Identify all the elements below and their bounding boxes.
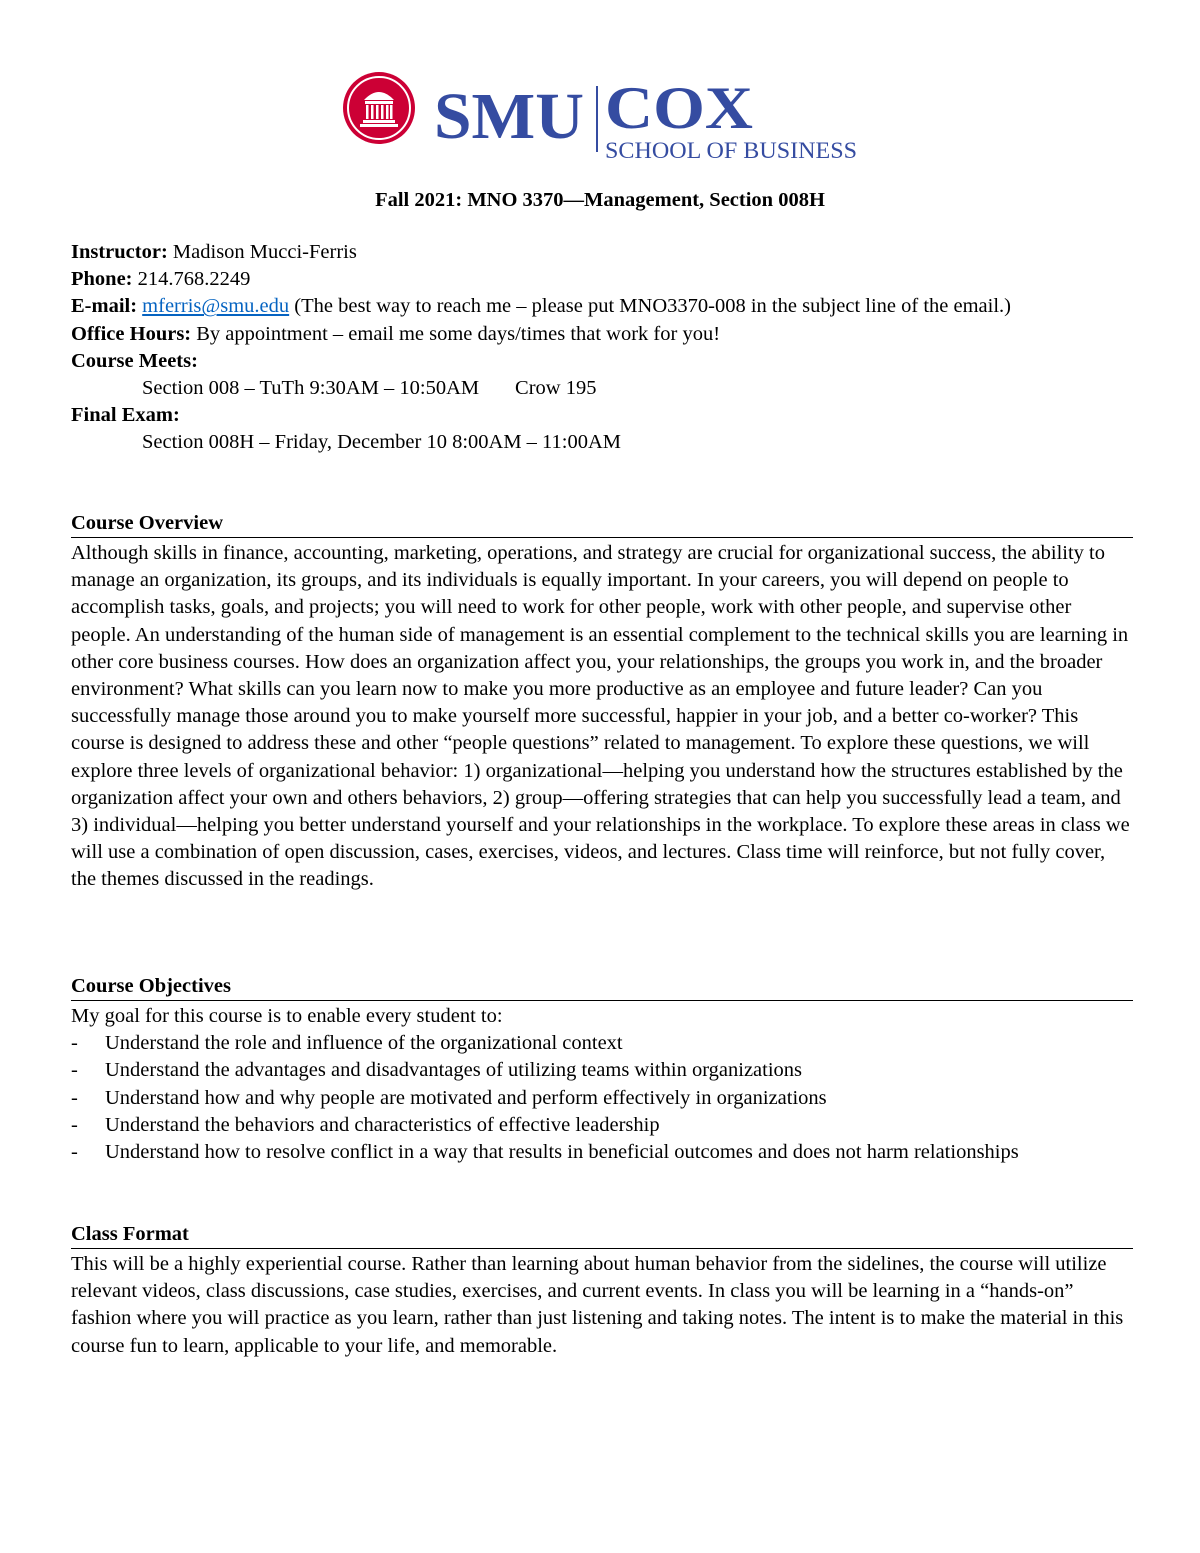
instructor-label: Instructor: <box>71 241 168 263</box>
list-item <box>71 1085 1133 1112</box>
instructor-line <box>71 239 1136 266</box>
bullet-dash: - <box>71 1032 78 1055</box>
objective-text: Understand the advantages and disadvantages of utilizing teams within organizations <box>105 1059 803 1082</box>
list-item <box>71 1139 1133 1166</box>
course-overview-body <box>71 540 1133 894</box>
office-hours-line <box>71 321 1136 348</box>
course-overview-heading: Course Overview <box>71 510 1133 538</box>
phone-value: 214.768.2249 <box>132 268 251 291</box>
objectives-list <box>71 1030 1133 1166</box>
dallas-hall-seal-icon <box>343 72 415 144</box>
bullet-dash: - <box>71 1086 78 1109</box>
course-overview-text: Although skills in finance, accounting, marketing, operations, and strategy are crucial for organizational success, the ability to manage an organization, its groups, and its individuals is equally important. In your careers, you will depend on people to accomplish tasks, goals, and projects; you will need to work for other people, work with other people, and supervise other people. An understanding of the human side of management is an essential complement to the technical skills you are learning in other core business courses. How does an organization affect you, your relationships, the groups you work in, and the broader environment? What skills can you learn now to make you more productive as an employee and future leader? Can you successfully manage those around you to make yourself more successful, happier in your job, and a better co-worker? This course is designed to address these and other “people questions” related to management. To explore these questions, we will explore three levels of organizational behavior: 1) organizational—helping you understand how the structures established by the organization affect your own and others behaviors, 2) group—offering strategies that can help you successfully lead a team, and 3) individual—helping you better understand yourself and your relationships in the workplace. To explore these areas in class we will use a combination of open discussion, cases, exercises, videos, and lectures. Class time will reinforce, but not fully cover, the themes discussed in the readings. <box>71 542 1130 891</box>
email-note: (The best way to reach me – please put MNO3370-008 in the subject line of the email.) <box>289 295 1012 318</box>
class-format-body <box>71 1251 1133 1360</box>
class-format-heading: Class Format <box>71 1221 1133 1249</box>
school-of-business-wordmark: SCHOOL OF BUSINESS <box>605 138 857 163</box>
bullet-dash: - <box>71 1113 78 1136</box>
office-hours-label: Office Hours: <box>71 322 192 345</box>
objective-text: Understand the behaviors and characteristics of effective leadership <box>105 1113 660 1136</box>
email-line <box>71 293 1136 320</box>
instructor-value: Madison Mucci-Ferris <box>167 241 357 263</box>
course-meets-line <box>71 348 1136 375</box>
list-item <box>71 1030 1133 1057</box>
smu-cox-logo <box>342 70 862 165</box>
course-objectives-body <box>71 1003 1133 1166</box>
phone-label: Phone: <box>71 268 133 291</box>
course-objectives-intro: My goal for this course is to enable every student to: <box>71 1005 503 1027</box>
email-link[interactable]: mferris@smu.edu <box>142 295 290 318</box>
objective-text: Understand the role and influence of the organizational context <box>105 1032 623 1055</box>
bullet-dash: - <box>71 1059 78 1082</box>
objective-text: Understand how to resolve conflict in a way that results in beneficial outcomes and does not harm relationships <box>105 1141 1019 1164</box>
list-item <box>71 1112 1133 1139</box>
smu-wordmark: SMU <box>434 80 584 153</box>
final-exam-value: Section 008H – Friday, December 10 8:00AM – 11:00AM <box>142 431 622 454</box>
bullet-dash: - <box>71 1141 78 1164</box>
objective-text: Understand how and why people are motivated and perform effectively in organizations <box>105 1086 827 1109</box>
email-label: E-mail: <box>71 295 138 318</box>
phone-line <box>71 266 1136 293</box>
final-exam-label: Final Exam: <box>71 404 180 427</box>
list-item <box>71 1057 1133 1084</box>
course-objectives-heading: Course Objectives <box>71 973 1133 1001</box>
smu-cox-logo-graphic <box>342 70 862 165</box>
class-format-text: This will be a highly experiential course. Rather than learning about human behavior from the sidelines, the course will utilize relevant videos, class discussions, case studies, exercises, and current events. In class you will be learning in a “hands-on” fashion where you will practice as you learn, rather than just listening and taking notes. The intent is to make the material in this course fun to learn, applicable to your life, and memorable. <box>71 1253 1124 1357</box>
cox-wordmark: COX <box>605 75 753 141</box>
course-meets-label: Course Meets: <box>71 349 198 372</box>
course-info <box>71 239 1136 457</box>
final-exam-line <box>71 402 1136 429</box>
page-title: Fall 2021: MNO 3370—Management, Section 008H <box>375 189 825 211</box>
office-hours-value: By appointment – email me some days/times that work for you! <box>191 322 721 345</box>
course-meets-value: Section 008 – TuTh 9:30AM – 10:50AM Crow 195 <box>142 377 597 400</box>
